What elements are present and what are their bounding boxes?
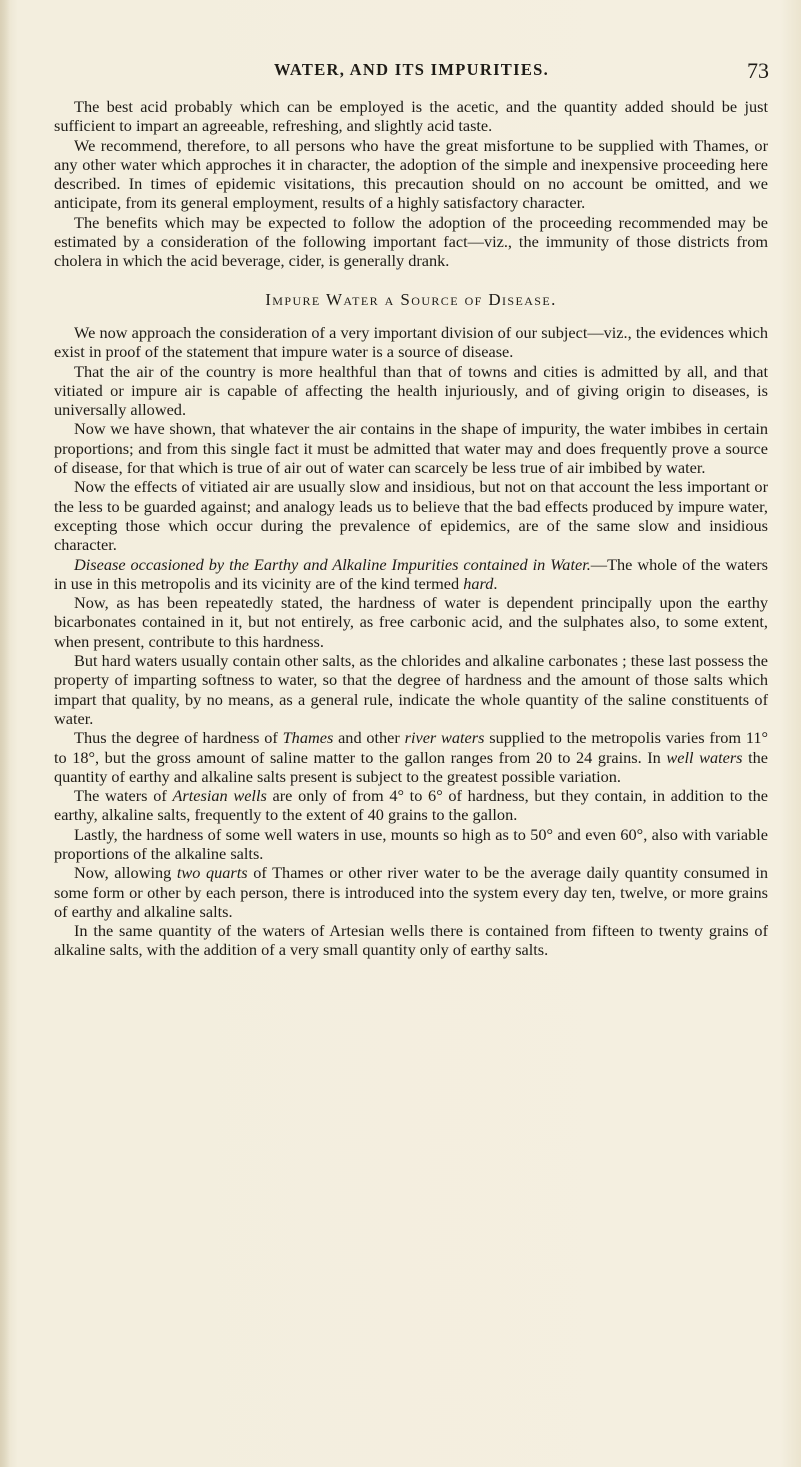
page-number: 73 <box>747 58 769 83</box>
paragraph-thames <box>54 728 768 786</box>
subsection-title: Disease occasioned by the Earthy and Alkaline Impurities contained in Water. <box>74 554 591 574</box>
text-run: are only of from 4° to 6° of hardness, but they contain, in addition to the earthy, alkaline salts, frequently to the extent of 40 grains to the gallon. <box>54 786 768 825</box>
paragraph: We recommend, therefore, to all persons who have the great misfortune to be supplied with Thames, or any other water which approches it in character, the adoption of the simple and inexpensive proceeding here described. In times of epidemic visitations, this precaution should on no account be omitted, and we anticipate, from its general employment, results of a highly satisfactory character. <box>54 135 768 213</box>
subsection-paragraph <box>54 555 768 594</box>
paragraph: We now approach the consideration of a very important division of our subject—viz., the evidences which exist in proof of the statement that impure water is a source of disease. <box>54 322 768 362</box>
paragraph: Now, as has been repeatedly stated, the hardness of water is dependent principally upon the earthy bicarbonates contained in it, but not entirely, as free carbonic acid, and the sulphates also, to some extent, when present, contribute to this hardness. <box>54 593 768 651</box>
page-header <box>54 60 769 84</box>
italic-well-waters: well waters <box>666 747 743 767</box>
text-run: The waters of <box>74 786 173 806</box>
section-heading: Impure Water a Source of Disease. <box>265 289 557 309</box>
text-run: the quantity of earthy and alkaline salts present is subject to the greatest possible variation. <box>54 747 768 786</box>
paragraph: The best acid probably which can be employed is the acetic, and the quantity added should be just sufficient to impart an agreeable, refreshing, and slightly acid taste. <box>54 97 768 136</box>
paragraph: But hard waters usually contain other salts, as the chlorides and alkaline carbonates ; these last possess the property of imparting softness to water, so that the degree of hardness and the amount of those salts which impart that quality, by no means, as a general rule, indicate the whole quantity of the saline constituents of water. <box>54 651 768 728</box>
term-hard: hard <box>463 573 494 593</box>
paragraph: That the air of the country is more healthful than that of towns and cities is admitted by all, and that vitiated or impure air is capable of affecting the health injuriously, and of giving origin to diseases, is universally allowed. <box>54 361 768 420</box>
subsection-text-end: . <box>493 573 498 593</box>
text-run: Now, allowing <box>74 863 177 883</box>
italic-thames: Thames <box>282 728 334 748</box>
page-body <box>54 97 768 960</box>
paragraph: The benefits which may be expected to follow the adoption of the proceeding recommended may be estimated by a consideration of the following important fact—viz., the immunity of those districts from cholera in which the acid beverage, cider, is generally drank. <box>54 212 768 271</box>
paragraph: Now the effects of vitiated air are usually slow and insidious, but not on that account the less important or the less to be guarded against; and analogy leads us to believe that the bad effects produced by impure water, excepting those which occur during the prevalence of epidemics, are of the same slow and insidious character. <box>54 477 768 555</box>
text-run: supplied to the metropolis varies from 11° to 18°, but the gross amount of saline matter to the gallon ranges from 20 to 24 grains. In <box>54 728 769 767</box>
subsection-text: —The whole of the waters in use in this metropolis and its vicinity are of the kind termed <box>54 554 769 593</box>
italic-artesian-wells: Artesian wells <box>172 786 267 806</box>
text-run: and other <box>333 728 405 748</box>
paragraph: In the same quantity of the waters of Artesian wells there is contained from fifteen to twenty grains of alkaline salts, with the addition of a very small quantity only of earthy salts. <box>54 921 768 960</box>
text-run: of Thames or other river water to be the average daily quantity consumed in some form or other by each person, there is introduced into the system every day ten, twelve, or more grains of earthy and alkaline salts. <box>54 863 768 921</box>
running-head: WATER, AND ITS IMPURITIES. <box>273 60 550 79</box>
italic-two-quarts: two quarts <box>176 863 248 883</box>
italic-river-waters: river waters <box>404 728 485 748</box>
text-run: Thus the degree of hardness of <box>74 728 283 748</box>
paragraph: Now we have shown, that whatever the air contains in the shape of impurity, the water imbibes in certain proportions; and from this single fact it must be admitted that water may and does frequently prove a source of disease, for that which is true of air out of water can scarcely be less true of air imbibed by water. <box>54 419 768 478</box>
paragraph: Lastly, the hardness of some well waters in use, mounts so high as to 50° and even 60°, also with variable proportions of the alkaline salts. <box>54 824 768 863</box>
paragraph-artesian <box>54 786 768 825</box>
page-gutter-shadow <box>0 0 10 1467</box>
paragraph-quarts <box>54 863 768 921</box>
